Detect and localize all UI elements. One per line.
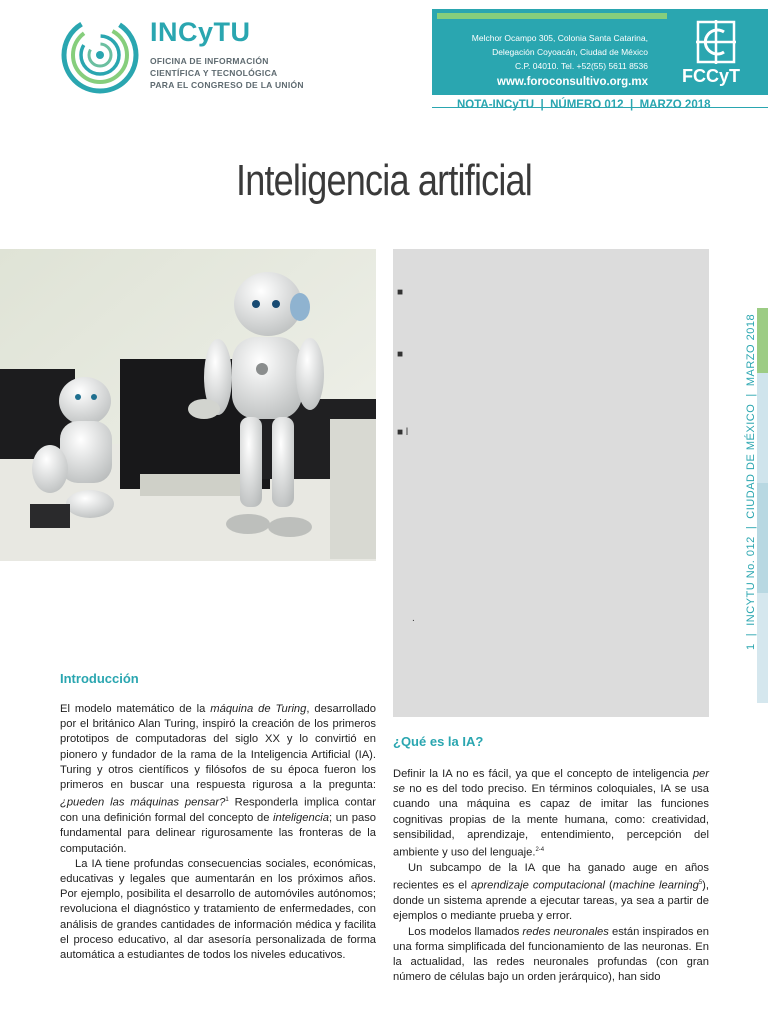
fccyt-logo-text: FCCyT: [682, 66, 740, 86]
intro-text: El modelo matemático de la máquina de Turing, desarrollado por el británico Alan Turing, inspiró la creación de los primeros prototipos de computadoras del siglo XX y lo convirtió en pionero y fundador de la rama de la Inteligencia Artificial (IA). Turing y otros científicos y filósofos de su época fueron los primeros en buscar una respuesta rigurosa a la pregunta: ¿pueden las máquinas pensar?$^1$ Responderla implica contar con una definición formal del concepto de inteligencia; un paso fundamental para delinear rigurosamente las fronteras de la computación. La IA tiene profundas consecuencias sociales, económicas, educativas y legales que aumentarán en los próximos años. Por ejemplo, posibilita el desarrollo de automóviles autónomos; revoluciona el diagnóstico y tratamiento de enfermedades, con análisis de grandes cantidades de información médica y facilita el proceso educativo, al dar asesoría personalizada de forma automática a estudiantes de todos los niveles educativos.: [60, 703, 377, 961]
issue-info: NOTA-INCyTU | NÚMERO 012 | MARZO 2018: [457, 99, 711, 111]
summary-dot: .: [412, 613, 415, 624]
fccyt-emblem-icon: [690, 18, 742, 66]
address-line: Melchor Ocampo 305, Colonia Santa Catarina,: [471, 33, 648, 43]
definition-text: Definir la IA no es fácil, ya que el concepto de inteligencia per se no es del todo preciso. En términos coloquiales, IA se usa cuando una máquina es capaz de imitar las funciones cognitivas propias de la mente humana, como: creatividad, sensibilidad, aprendizaje, entendimiento, percepción del ambiente y uso del lenguaje.$^{2-4}$ Un subcampo de la IA que ha ganado auge en años recientes es el aprendizaje computacional (machine learning$^5$), donde un sistema aprende a ejecutar tareas, ya sea a partir de ejemplos o mediante prueba y error. Los modelos llamados redes neuronales están inspirados en una forma simplificada del funcionamiento de las neuronas. En la actualidad, las redes neuronales profundas (con gran número de células bajo un orden jerárquico), han sido: [393, 768, 710, 984]
website-link[interactable]: www.foroconsultivo.org.mx: [497, 76, 648, 88]
phone-line: C.P. 04010. Tel. +52(55) 5611 8536: [514, 61, 648, 71]
contact-stripe: [437, 13, 667, 19]
page-title: Inteligencia artificial: [236, 156, 532, 205]
summary-box: [393, 249, 709, 717]
summary-bullet: ■: [397, 349, 404, 360]
contact-info: [472, 31, 648, 91]
summary-bullet: ■ l: [397, 427, 409, 438]
summary-bullet: ■: [397, 287, 404, 298]
address-line: Delegación Coyoacán, Ciudad de México: [492, 47, 648, 57]
brand-subtitle: OFICINA DE INFORMACIÓN CIENTÍFICA Y TECNOLÓGICA PARA EL CONGRESO DE LA UNIÓN: [150, 56, 304, 90]
incytu-logo-icon: [60, 15, 140, 95]
robots-photo: [0, 249, 376, 561]
section-heading-que-es-la-ia: ¿Qué es la IA?: [393, 734, 484, 749]
section-heading-introduccion: Introducción: [60, 671, 139, 686]
side-color-strip: [757, 308, 768, 703]
brand-name: INCyTU: [150, 17, 251, 47]
page-side-label: 1 | INCYTU No. 012 | CIUDAD DE MÉXICO | MARZO 2018: [745, 313, 757, 650]
